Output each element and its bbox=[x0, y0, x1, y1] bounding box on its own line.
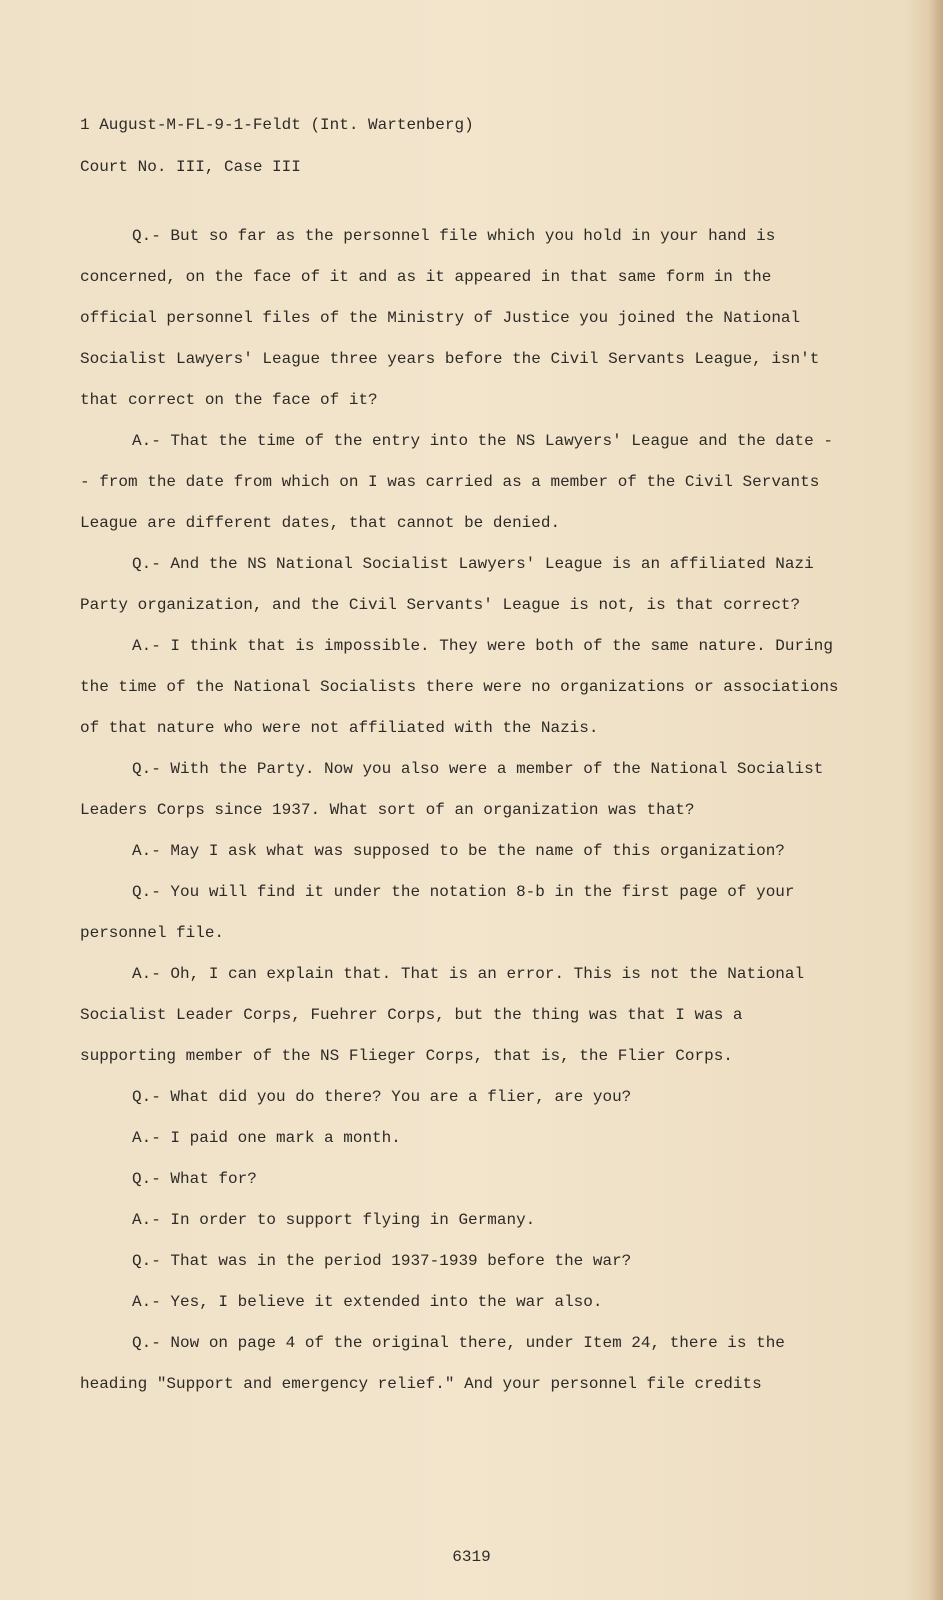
transcript-paragraph: Q.- Now on page 4 of the original there, under Item 24, there is the heading "Support and emergency relief." And your personnel file credits bbox=[80, 1334, 785, 1393]
transcript-paragraph: A.- Yes, I believe it extended into the war also. bbox=[132, 1293, 603, 1311]
transcript-body bbox=[80, 216, 840, 1405]
transcript-paragraph: A.- That the time of the entry into the NS Lawyers' League and the date -- from the date from which on I was carried as a member of the Civil Servants League are different dates, that cannot be denied. bbox=[80, 432, 833, 532]
transcript-paragraph: A.- I think that is impossible. They were both of the same nature. During the time of the National Socialists there were no organizations or associations of that nature who were not affiliated with the Nazis. bbox=[80, 637, 839, 737]
document-header bbox=[80, 104, 474, 188]
transcript-paragraph: Q.- And the NS National Socialist Lawyers' League is an affiliated Nazi Party organization, and the Civil Servants' League is not, is that correct? bbox=[80, 555, 814, 614]
transcript-paragraph: Q.- What for? bbox=[132, 1170, 257, 1188]
header-line-session: 1 August-M-FL-9-1-Feldt (Int. Wartenberg) bbox=[80, 116, 474, 134]
header-line-court: Court No. III, Case III bbox=[80, 158, 301, 176]
page-number: 6319 bbox=[452, 1548, 491, 1566]
transcript-paragraph: Q.- What did you do there? You are a flier, are you? bbox=[132, 1088, 632, 1106]
transcript-paragraph: Q.- That was in the period 1937-1939 before the war? bbox=[132, 1252, 632, 1270]
transcript-paragraph: Q.- But so far as the personnel file which you hold in your hand is concerned, on the face of it and as it appeared in that same form in the official personnel files of the Ministry of Justice you joined the National Socialist Lawyers' League three years before the Civil Servants League, isn't that correct on the face of it? bbox=[80, 227, 820, 409]
transcript-paragraph: A.- In order to support flying in Germany. bbox=[132, 1211, 536, 1229]
transcript-paragraph: A.- I paid one mark a month. bbox=[132, 1129, 401, 1147]
transcript-paragraph: A.- May I ask what was supposed to be the name of this organization? bbox=[132, 842, 785, 860]
transcript-paragraph: Q.- With the Party. Now you also were a member of the National Socialist Leaders Corps since 1937. What sort of an organization was that? bbox=[80, 760, 824, 819]
transcript-paragraph: Q.- You will find it under the notation 8-b in the first page of your personnel file. bbox=[80, 883, 795, 942]
page-edge-shadow bbox=[929, 0, 943, 1600]
transcript-paragraph: A.- Oh, I can explain that. That is an error. This is not the National Socialist Leader Corps, Fuehrer Corps, but the thing was that I was a supporting member of the NS Flieger Corps, that is, the Flier Corps. bbox=[80, 965, 805, 1065]
